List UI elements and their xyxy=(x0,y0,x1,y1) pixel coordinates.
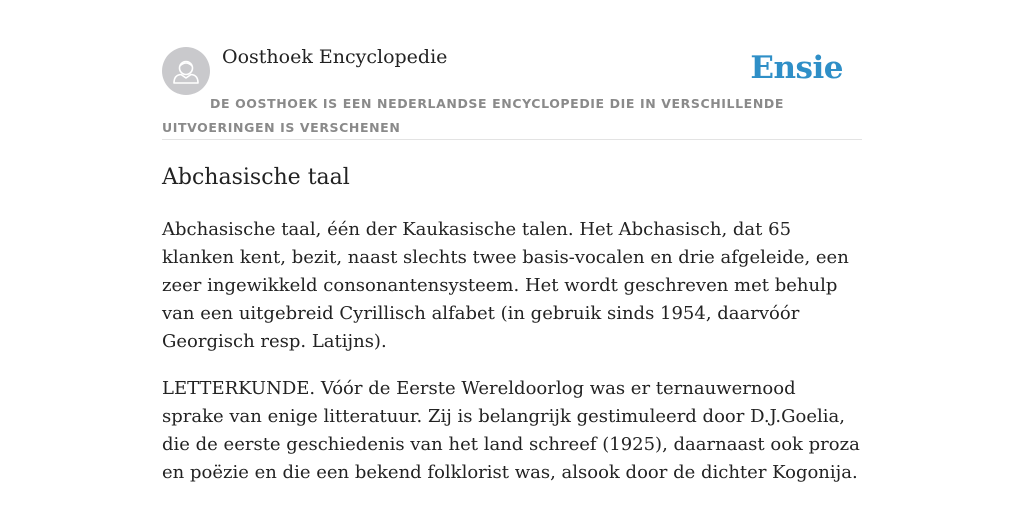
site-title[interactable]: Oosthoek Encyclopedie xyxy=(222,46,448,68)
article-paragraph: Abchasische taal, één der Kaukasische talen. Het Abchasisch, dat 65 klanken kent, bezit, naast slechts twee basis-vocalen en drie afgeleide, een zeer ingewikkeld consonantensysteem. Het wordt geschreven met behulp van een uitgebreid Cyrillisch alfabet (in gebruik sinds 1954, daarvóór Georgisch resp. Latijns). xyxy=(162,219,849,352)
article-paragraph: LETTERKUNDE. Vóór de Eerste Wereldoorlog was er ternauwernood sprake van enige litteratuur. Zij is belangrijk gestimuleerd door D.J.Goelia, die de eerste geschiedenis van het land schreef (1925), daarnaast ook proza en poëzie en die een bekend folklorist was, alsook door de dichter Kogonija. xyxy=(162,378,860,483)
site-tagline: DE OOSTHOEK IS EEN NEDERLANDSE ENCYCLOPEDIE DIE IN VERSCHILLENDE UITVOERINGEN IS VERSCHENEN xyxy=(162,96,784,135)
brand-logo[interactable]: Ensie xyxy=(750,50,843,86)
header xyxy=(162,44,862,140)
article-title: Abchasische taal xyxy=(162,165,350,190)
avatar[interactable] xyxy=(162,47,210,95)
page xyxy=(162,44,862,487)
user-icon xyxy=(162,47,210,95)
